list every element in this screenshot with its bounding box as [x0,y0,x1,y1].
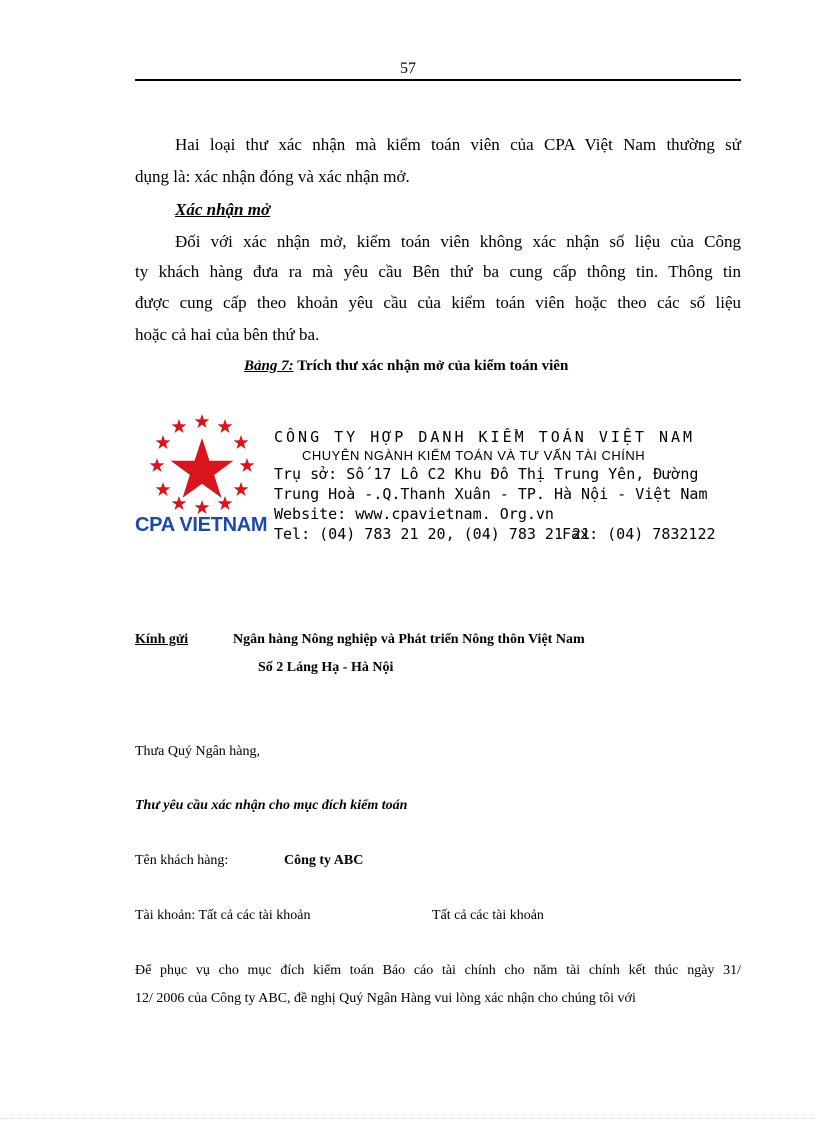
section-line-2: ty khách hàng đưa ra mà yêu cầu Bên thứ ba cung cấp thông tin. Thông tin [135,262,741,281]
account-label: Tài khoản: Tất cả các tài khoản [135,908,311,923]
company-address-line-2: Trung Hoà -.Q.Thanh Xuân - TP. Hà Nội - Việt Nam [274,485,708,503]
letter-body-line-1: Để phục vụ cho mục đích kiểm toán Báo cáo tài chính cho năm tài chính kết thúc ngày 31/ [135,963,741,978]
page-number: 57 [400,60,416,77]
section-line-1: Đối với xác nhận mở, kiểm toán viên không xác nhận số liệu của Công [175,232,741,251]
account-value: Tất cả các tài khoản [432,908,544,923]
page-bottom-edge [0,1118,816,1119]
intro-line-1: Hai loại thư xác nhận mà kiểm toán viên của CPA Việt Nam thường sử [175,135,741,154]
caption-label: Bảng 7: [244,358,294,374]
big-star-icon [171,438,234,498]
recipient-name: Ngân hàng Nông nghiệp và Phát triển Nông thôn Việt Nam [233,632,585,647]
company-subtitle: CHUYÊN NGÀNH KIỂM TOÁN VÀ TƯ VẤN TÀI CHÍNH [302,448,646,463]
client-name: Công ty ABC [284,853,364,868]
company-name: CÔNG TY HỢP DANH KIỂM TOÁN VIỆT NAM [274,428,696,446]
caption-text: Trích thư xác nhận mở của kiểm toán viên [297,358,569,374]
intro-line-2: dụng là: xác nhận đóng và xác nhận mở. [135,167,410,186]
company-fax: Fax: (04) 7832122 [562,525,716,543]
table-caption [244,358,568,375]
salutation: Thưa Quý Ngân hàng, [135,744,261,759]
recipient-address: Số 2 Láng Hạ - Hà Nội [258,660,394,675]
company-address-line-1: Trụ sở: Số 17 Lô C2 Khu Đô Thị Trung Yên, Đường [274,465,699,483]
letter-subject: Thư yêu cầu xác nhận cho mục đích kiểm toán [135,798,408,813]
client-label: Tên khách hàng: [135,853,229,868]
letter-body-line-2: 12/ 2006 của Công ty ABC, đề nghị Quý Ngân Hàng vui lòng xác nhận cho chúng tôi với [135,991,636,1006]
company-website: Website: www.cpavietnam. Org.vn [274,505,554,523]
section-line-4: hoặc cả hai của bên thứ ba. [135,325,320,344]
company-tel: Tel: (04) 783 21 20, (04) 783 21 21 [274,525,591,543]
logo-text: CPA VIETNAM [135,514,268,536]
recipient-label: Kính gửi [135,632,189,647]
section-line-3: được cung cấp theo khoản yêu cầu của kiểm toán viên hoặc theo các số liệu [135,293,741,312]
section-heading: Xác nhận mở [175,200,271,219]
header-rule [135,79,741,81]
